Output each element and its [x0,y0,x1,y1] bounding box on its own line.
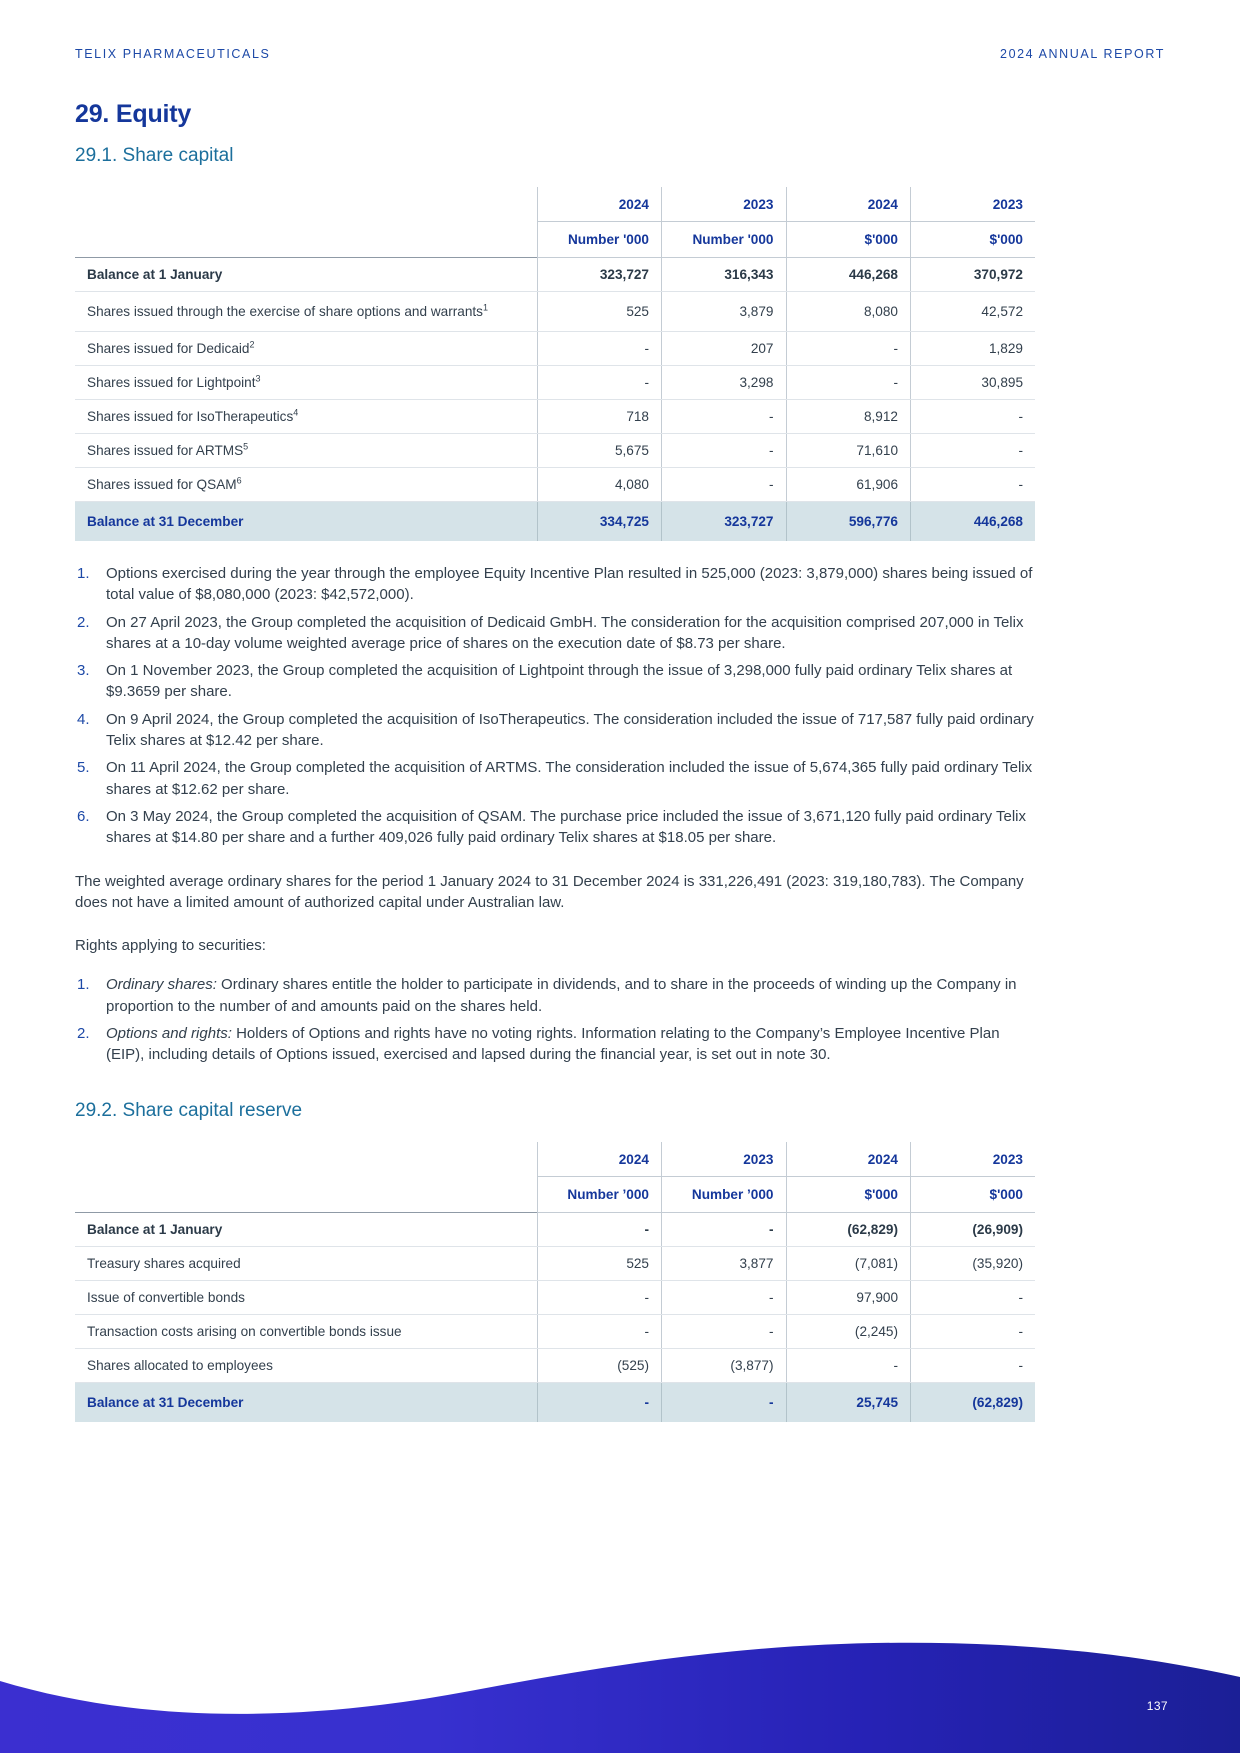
header-cell-blank [75,1142,537,1177]
header-cell-unit-1: Number ’000 [537,1176,662,1212]
total-row-value: (62,829) [911,1382,1036,1422]
total-row-value: 596,776 [786,502,911,542]
table-row [75,332,1035,366]
running-header-right: 2024 ANNUAL REPORT [1000,47,1165,61]
row-value: - [537,332,662,366]
table-row [75,366,1035,400]
header-cell-year-2: 2023 [662,187,787,222]
header-cell-blank [75,187,537,222]
header-cell-year-4: 2023 [911,187,1036,222]
row-value: 3,298 [662,366,787,400]
row-label: Shares issued for IsoTherapeutics$^4$ [75,400,537,434]
header-cell-blank-2 [75,222,537,258]
row-value: - [662,1280,787,1314]
table-header-row-years [75,187,1035,222]
running-header [75,47,1165,61]
row-value: 30,895 [911,366,1036,400]
row-value: 5,675 [537,434,662,468]
subsection-title-29-2: 29.2. Share capital reserve [75,1099,303,1121]
row-value: 316,343 [662,258,787,292]
row-value: 323,727 [537,258,662,292]
row-value: 1,829 [911,332,1036,366]
row-value: (26,909) [911,1212,1036,1246]
header-cell-year-3: 2024 [786,1142,911,1177]
row-label: Treasury shares acquired [75,1246,537,1280]
row-value: - [786,366,911,400]
row-value: 525 [537,292,662,332]
row-value: - [786,1348,911,1382]
rights-item-term: Ordinary shares: [106,976,217,994]
subsection-title-29-1: 29.1. Share capital [75,145,234,166]
row-value: - [911,1348,1036,1382]
header-cell-unit-4: $'000 [911,222,1036,258]
footnote-marker: 1 [482,302,488,313]
header-cell-unit-1: Number '000 [537,222,662,258]
share-capital-table-body [75,258,1035,542]
total-row-label: Balance at 31 December [75,1382,537,1422]
row-value: 8,912 [786,400,911,434]
footer-wave-graphic [0,1573,1240,1753]
total-row-value: 323,727 [662,502,787,542]
row-value: - [911,468,1036,502]
table-row [75,468,1035,502]
row-value: - [911,434,1036,468]
header-cell-year-4: 2023 [911,1142,1036,1177]
row-value: (35,920) [911,1246,1036,1280]
header-cell-unit-2: Number '000 [662,222,787,258]
row-value: 8,080 [786,292,911,332]
table-header-row-units [75,222,1035,258]
row-value: - [911,1280,1036,1314]
header-cell-blank-2 [75,1176,537,1212]
rights-item-term: Options and rights: [106,1025,232,1043]
table-header-row-years [75,1142,1035,1177]
row-value: 525 [537,1246,662,1280]
header-cell-unit-2: Number ’000 [662,1176,787,1212]
table-row [75,434,1035,468]
row-value: - [537,1280,662,1314]
footnote-marker: 6 [236,475,242,486]
row-label: Shares issued for QSAM$^6$ [75,468,537,502]
weighted-average-paragraph: The weighted average ordinary shares for the period 1 January 2024 to 31 December 2024 is 331,226,491 (2023: 319,180,783). The Company does not have a limited amount of authorized capital under Australian law. [75,872,1024,911]
row-value: 3,879 [662,292,787,332]
row-value: 71,610 [786,434,911,468]
row-value: 42,572 [911,292,1036,332]
footnote-list [75,563,1035,849]
table-row [75,1212,1035,1246]
header-cell-unit-3: $'000 [786,222,911,258]
row-value: 61,906 [786,468,911,502]
rights-list [75,974,1035,1065]
total-row-value: 25,745 [786,1382,911,1422]
row-value: - [662,1212,787,1246]
share-capital-table [75,187,1035,541]
table-row [75,1314,1035,1348]
row-label: Shares issued for Dedicaid$^2$ [75,332,537,366]
row-label: Transaction costs arising on convertible bonds issue [75,1314,537,1348]
table-row [75,400,1035,434]
row-label: Balance at 1 January [75,258,537,292]
total-row-value: - [662,1382,787,1422]
row-label: Shares allocated to employees [75,1348,537,1382]
row-label: Shares issued through the exercise of share options and warrants$^1$ [75,292,537,332]
rights-item-text: Ordinary shares entitle the holder to participate in dividends, and to share in the proceeds of winding up the Company in proportion to the number of and amounts paid on the shares held. [106,976,1017,1015]
page-title: 29. Equity [75,100,192,128]
table-header-row-units [75,1176,1035,1212]
share-capital-table-head [75,187,1035,258]
footnote-item: Options exercised during the year through the employee Equity Incentive Plan resulted in 525,000 (2023: 3,879,000) shares being issued of total value of $8,080,000 (2023: $42,572,000). [106,565,1033,604]
rights-item [75,974,1035,1017]
row-value: 3,877 [662,1246,787,1280]
row-value: - [662,1314,787,1348]
header-cell-year-2: 2023 [662,1142,787,1177]
table-row [75,1246,1035,1280]
share-capital-reserve-table-body [75,1212,1035,1422]
row-value: 4,080 [537,468,662,502]
footnote-item: On 11 April 2024, the Group completed the acquisition of ARTMS. The consideration included the issue of 5,674,365 fully paid ordinary Telix shares at $12.62 per share. [106,759,1033,798]
page-number: 137 [1146,1699,1168,1713]
footnote-marker: 3 [255,373,261,384]
rights-intro-paragraph: Rights applying to securities: [75,937,266,955]
row-value: (525) [537,1348,662,1382]
row-label: Balance at 1 January [75,1212,537,1246]
total-row-label: Balance at 31 December [75,502,537,542]
footnote-item: On 9 April 2024, the Group completed the acquisition of IsoTherapeutics. The consideration included the issue of 717,587 fully paid ordinary Telix shares at $12.42 per share. [106,710,1034,750]
page-content [75,100,1035,1422]
table-total-row [75,502,1035,542]
row-value: - [537,1314,662,1348]
row-value: 718 [537,400,662,434]
row-value: - [537,366,662,400]
rights-item-text: Holders of Options and rights have no voting rights. Information relating to the Company’s Employee Incentive Plan (EIP), including details of Options issued, exercised and lapsed during the financial year, is set out in note 30. [106,1025,1000,1064]
table-row [75,292,1035,332]
row-value: (7,081) [786,1246,911,1280]
table-row [75,258,1035,292]
row-value: - [662,434,787,468]
table-total-row [75,1382,1035,1422]
header-cell-unit-3: $'000 [786,1176,911,1212]
row-value: - [662,468,787,502]
row-value: (2,245) [786,1314,911,1348]
row-value: 207 [662,332,787,366]
row-value: - [537,1212,662,1246]
share-capital-reserve-table-head [75,1142,1035,1213]
running-header-left: TELIX PHARMACEUTICALS [75,47,271,61]
row-label: Shares issued for Lightpoint$^3$ [75,366,537,400]
footnote-item: On 27 April 2023, the Group completed the acquisition of Dedicaid GmbH. The consideration for the acquisition comprised 207,000 in Telix shares at a 10-day volume weighted average price of shares on the execution date of $8.73 per share. [106,613,1024,652]
rights-item [75,1023,1035,1066]
footnote-item: On 3 May 2024, the Group completed the acquisition of QSAM. The purchase price included the issue of 3,671,120 fully paid ordinary Telix shares at $14.80 per share and a further 409,026 fully paid ordinary Telix shares at $18.05 per share. [106,807,1026,847]
footnote-marker: 2 [249,339,255,350]
row-value: - [911,400,1036,434]
row-value: 97,900 [786,1280,911,1314]
total-row-value: 334,725 [537,502,662,542]
footnote-marker: 4 [293,407,299,418]
header-cell-year-1: 2024 [537,187,662,222]
total-row-value: - [537,1382,662,1422]
header-cell-unit-4: $'000 [911,1176,1036,1212]
footnote-marker: 5 [243,441,249,452]
share-capital-reserve-table [75,1142,1035,1422]
row-label: Shares issued for ARTMS$^5$ [75,434,537,468]
row-value: - [786,332,911,366]
table-row [75,1348,1035,1382]
row-value: (3,877) [662,1348,787,1382]
header-cell-year-3: 2024 [786,187,911,222]
total-row-value: 446,268 [911,502,1036,542]
footnote-item: On 1 November 2023, the Group completed the acquisition of Lightpoint through the issue of 3,298,000 fully paid ordinary Telix shares at $9.3659 per share. [106,662,1013,701]
row-value: 370,972 [911,258,1036,292]
row-label: Issue of convertible bonds [75,1280,537,1314]
table-row [75,1280,1035,1314]
row-value: 446,268 [786,258,911,292]
row-value: (62,829) [786,1212,911,1246]
header-cell-year-1: 2024 [537,1142,662,1177]
row-value: - [662,400,787,434]
row-value: - [911,1314,1036,1348]
